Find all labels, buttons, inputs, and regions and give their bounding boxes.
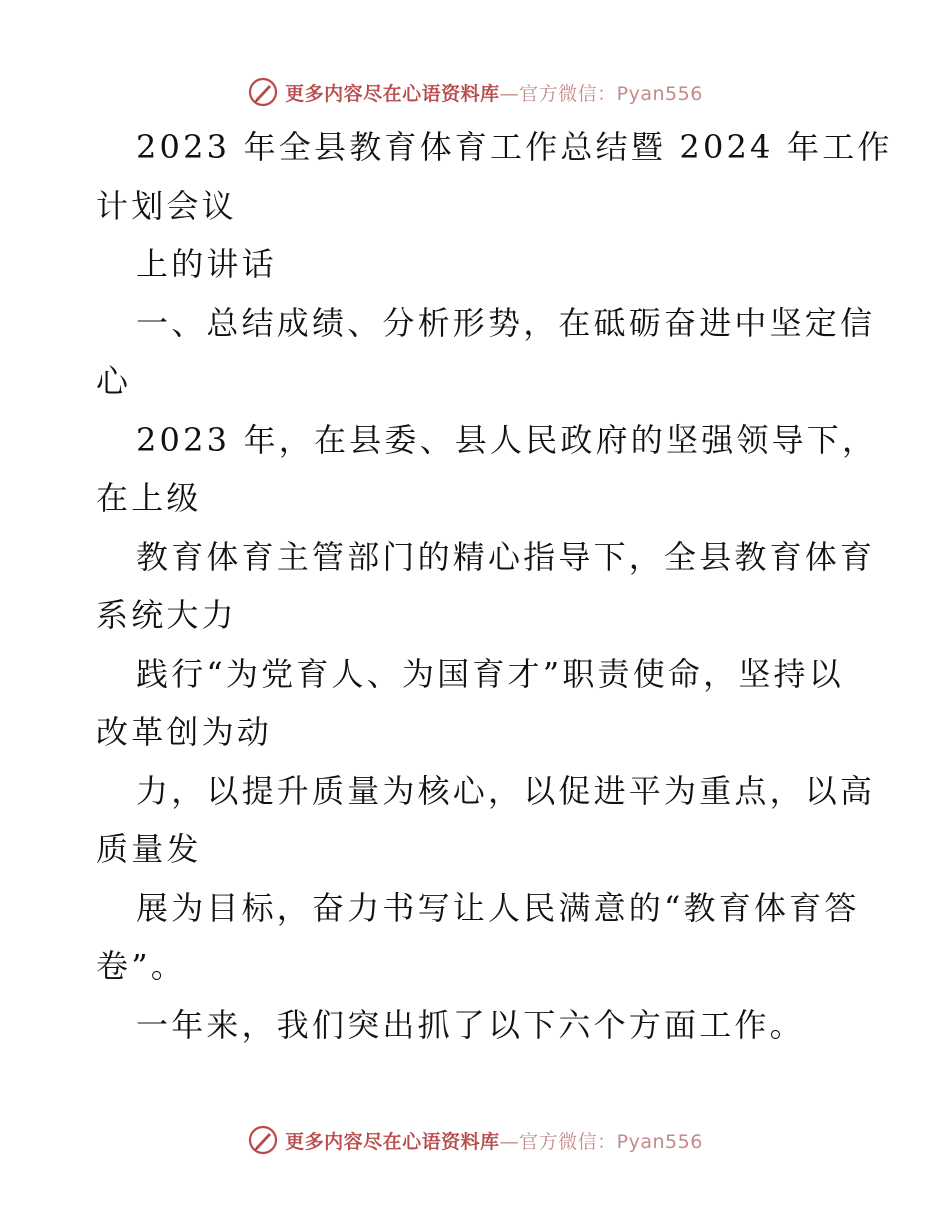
paragraph-line: 质量发: [96, 830, 202, 868]
paragraph-line: 2023 年，在县委、县人民政府的坚强领导下，: [136, 420, 878, 459]
document-body: [96, 118, 893, 1054]
paragraph-line: 力，以提升质量为核心，以促进平为重点，以高: [136, 771, 876, 810]
paragraph-line: 系统大力: [96, 596, 237, 634]
section-heading-line-2: 心: [96, 362, 132, 400]
title-line-2: 计划会议: [96, 186, 237, 225]
header-banner-contact: —官方微信：Pyan556: [499, 82, 703, 105]
section-heading-line-1: 一、总结成绩、分析形势，在砥砺奋进中坚定信: [136, 303, 876, 342]
title-line-3: 上的讲话: [136, 245, 277, 283]
footer-banner-text: [285, 1127, 703, 1154]
header-banner-text: [285, 79, 703, 106]
paragraph-line: 践行“为党育人、为国育才”职责使命，坚持以: [136, 654, 844, 693]
paragraph-line: 一年来，我们突出抓了以下六个方面工作。: [136, 1005, 805, 1044]
paragraph-line: 在上级: [96, 479, 202, 517]
paragraph-line: 教育体育主管部门的精心指导下，全县教育体育: [136, 537, 876, 576]
quill-pen-logo-icon: [247, 76, 279, 108]
footer-banner-brand: 更多内容尽在心语资料库: [285, 1130, 500, 1153]
paragraph-line: 展为目标，奋力书写让人民满意的“教育体育答: [136, 888, 860, 927]
footer-banner-contact: —官方微信：Pyan556: [499, 1130, 703, 1153]
quill-pen-logo-icon: [247, 1124, 279, 1156]
header-banner-brand: 更多内容尽在心语资料库: [285, 82, 500, 105]
paragraph-line: 卷”。: [96, 947, 186, 985]
header-watermark-banner: [0, 72, 950, 112]
paragraph-line: 改革创为动: [96, 713, 273, 751]
title-line-1: 2023 年全县教育体育工作总结暨 2024 年工作: [136, 128, 893, 166]
footer-watermark-banner: [0, 1120, 950, 1160]
